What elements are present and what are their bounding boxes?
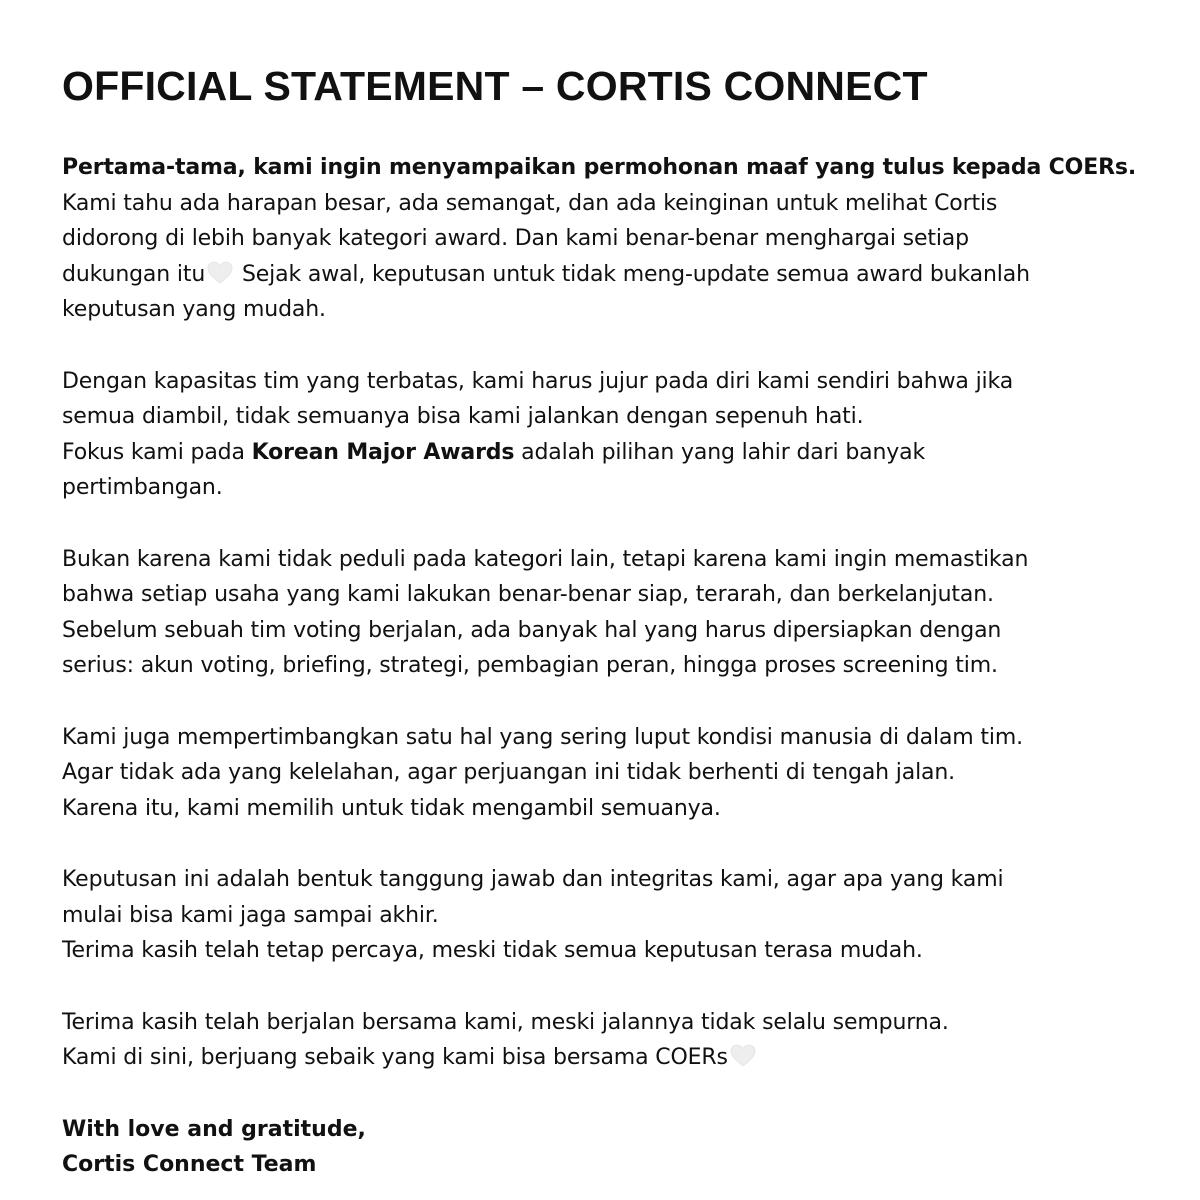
text-line: Karena itu, kami memilih untuk tidak mengambil semuanya.	[62, 795, 721, 821]
text-line	[62, 435, 1162, 471]
white-heart-icon	[730, 1044, 756, 1068]
text-fragment: Kami di sini, berjuang sebaik yang kami bisa bersama COERs	[62, 1045, 728, 1070]
text-line: Kami tahu ada harapan besar, ada semangat, dan ada keinginan untuk melihat Cortis	[62, 190, 998, 216]
text-line: Dengan kapasitas tim yang terbatas, kami harus jujur pada diri kami sendiri bahwa jika	[62, 368, 1014, 394]
text-line: bahwa setiap usaha yang kami lakukan benar-benar siap, terarah, dan berkelanjutan.	[62, 582, 994, 607]
signoff-closing: With love and gratitude,	[62, 1116, 366, 1142]
paragraph-preparation	[62, 542, 1162, 684]
text-line: keputusan yang mudah.	[62, 297, 326, 322]
text-line: Sebelum sebuah tim voting berjalan, ada banyak hal yang harus dipersiapkan dengan	[62, 617, 1002, 643]
paragraph-team-wellbeing	[62, 720, 1162, 827]
paragraph-capacity	[62, 364, 1162, 506]
paragraph-responsibility	[62, 862, 1162, 969]
apology-lead: Pertama-tama, kami ingin menyampaikan permohonan maaf yang tulus kepada COERs.	[62, 155, 1137, 180]
statement-page	[62, 60, 1162, 1183]
text-line: pertimbangan.	[62, 475, 223, 500]
text-fragment: dukungan itu	[62, 261, 206, 287]
text-line: Keputusan ini adalah bentuk tanggung jawab dan integritas kami, agar apa yang kami	[62, 867, 1004, 892]
text-line: Agar tidak ada yang kelelahan, agar perjuangan ini tidak berhenti di tengah jalan.	[62, 760, 956, 785]
text-line: semua diambil, tidak semuanya bisa kami jalankan dengan sepenuh hati.	[62, 404, 864, 429]
signoff	[62, 1112, 1162, 1183]
text-line: didorong di lebih banyak kategori award. Dan kami benar-benar menghargai setiap	[62, 226, 969, 251]
paragraph-thanks	[62, 1005, 1162, 1076]
text-line: Kami juga mempertimbangkan satu hal yang sering luput kondisi manusia di dalam tim.	[62, 724, 1023, 750]
text-fragment: Fokus kami pada	[62, 439, 252, 465]
text-line: Terima kasih telah berjalan bersama kami, meski jalannya tidak selalu sempurna.	[62, 1009, 949, 1035]
text-line: mulai bisa kami jaga sampai akhir.	[62, 902, 439, 928]
white-heart-icon	[207, 261, 233, 285]
text-fragment: Sejak awal, keputusan untuk tidak meng-update semua award bukanlah	[235, 261, 1030, 287]
text-line: Terima kasih telah tetap percaya, meski tidak semua keputusan terasa mudah.	[62, 938, 923, 963]
signoff-team: Cortis Connect Team	[62, 1152, 317, 1177]
paragraph-apology	[62, 150, 1162, 328]
text-fragment: adalah pilihan yang lahir dari banyak	[514, 439, 926, 465]
statement-title: OFFICIAL STATEMENT – CORTIS CONNECT	[62, 63, 928, 109]
korean-major-awards-highlight: Korean Major Awards	[251, 439, 515, 465]
text-line	[62, 1040, 1162, 1076]
text-line: serius: akun voting, briefing, strategi, pembagian peran, hingga proses screening tim.	[62, 653, 998, 678]
text-line: Bukan karena kami tidak peduli pada kategori lain, tetapi karena kami ingin memastikan	[62, 546, 1029, 572]
text-line	[62, 257, 1162, 293]
